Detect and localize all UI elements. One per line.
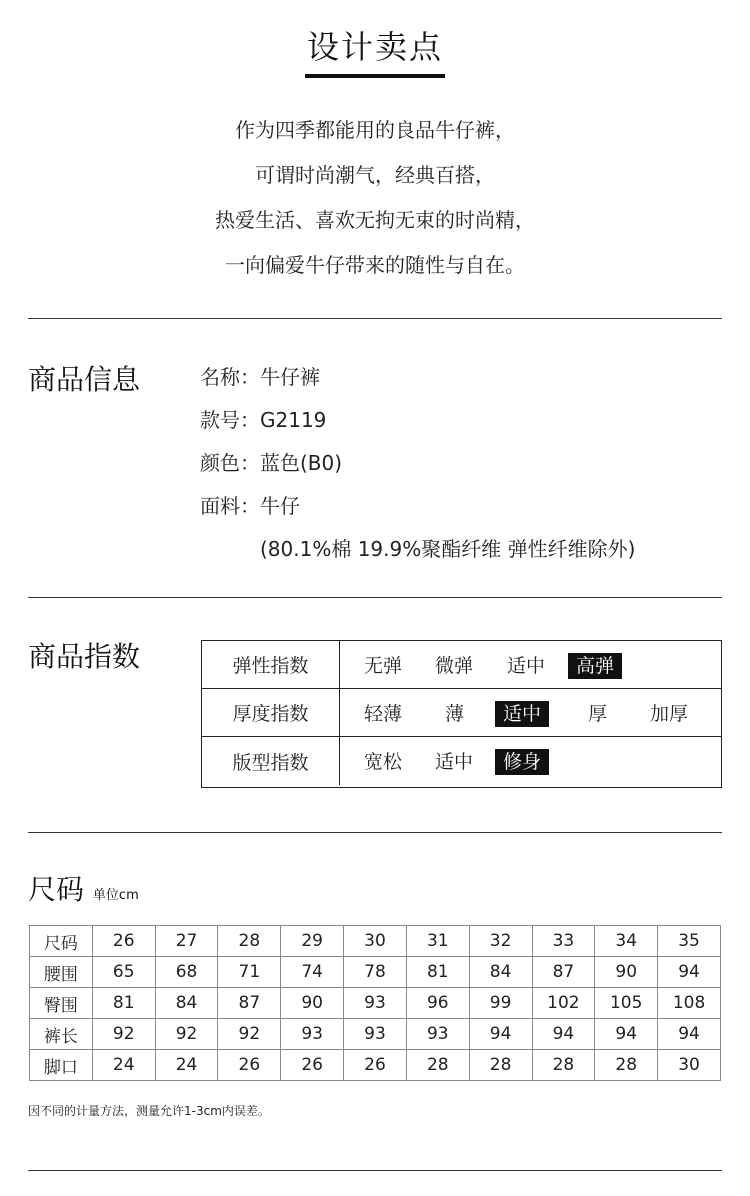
size-section-title (28, 868, 139, 908)
table-cell: 105 (595, 988, 658, 1019)
index-row-fit (202, 737, 721, 785)
table-cell: 94 (658, 1019, 721, 1050)
product-name: 名称：牛仔裤 (200, 365, 320, 389)
index-option: 厚 (588, 703, 608, 725)
table-cell: 24 (92, 1050, 155, 1081)
table-cell: 87 (532, 957, 595, 988)
table-cell: 33 (532, 926, 595, 957)
table-cell: 94 (469, 1019, 532, 1050)
table-row (30, 988, 721, 1019)
table-cell: 27 (155, 926, 218, 957)
divider (28, 597, 722, 598)
table-cell: 78 (344, 957, 407, 988)
design-line: 可谓时尚潮气，经典百搭， (255, 163, 495, 187)
index-option: 适中 (435, 751, 474, 773)
index-option-selected: 适中 (495, 701, 549, 727)
table-cell: 87 (218, 988, 281, 1019)
table-cell: 裤长 (30, 1019, 93, 1050)
index-label: 厚度指数 (202, 689, 340, 736)
design-title: 设计卖点 (306, 28, 443, 66)
index-option: 薄 (445, 703, 465, 725)
title-underline (305, 74, 445, 78)
product-index-title: 商品指数 (28, 640, 141, 673)
table-cell: 93 (344, 988, 407, 1019)
table-cell: 81 (406, 957, 469, 988)
table-cell: 34 (595, 926, 658, 957)
table-cell: 30 (344, 926, 407, 957)
product-style-no: 款号：G2119 (200, 408, 327, 432)
table-cell: 28 (406, 1050, 469, 1081)
table-cell: 26 (344, 1050, 407, 1081)
table-cell: 31 (406, 926, 469, 957)
table-cell: 93 (406, 1019, 469, 1050)
table-cell: 94 (658, 957, 721, 988)
divider (28, 832, 722, 833)
table-cell: 96 (406, 988, 469, 1019)
index-option: 宽松 (364, 751, 403, 773)
product-fabric: 面料：牛仔 (200, 494, 300, 518)
index-option: 微弹 (435, 655, 474, 677)
index-option: 无弹 (364, 655, 403, 677)
table-cell: 脚口 (30, 1050, 93, 1081)
table-cell: 84 (155, 988, 218, 1019)
table-cell: 108 (658, 988, 721, 1019)
product-info-list (200, 362, 635, 577)
design-line: 热爱生活、喜欢无拘无束的时尚精， (215, 208, 535, 232)
divider (28, 318, 722, 319)
product-index-table (201, 640, 722, 788)
table-cell: 腰围 (30, 957, 93, 988)
table-cell: 90 (595, 957, 658, 988)
table-cell: 24 (155, 1050, 218, 1081)
index-option: 适中 (507, 655, 546, 677)
table-cell: 99 (469, 988, 532, 1019)
table-row (30, 1050, 721, 1081)
table-cell: 90 (281, 988, 344, 1019)
table-cell: 26 (92, 926, 155, 957)
table-cell: 臀围 (30, 988, 93, 1019)
table-cell: 74 (281, 957, 344, 988)
table-cell: 93 (344, 1019, 407, 1050)
table-cell: 71 (218, 957, 281, 988)
index-option: 轻薄 (364, 703, 403, 725)
table-cell: 94 (595, 1019, 658, 1050)
table-cell: 92 (92, 1019, 155, 1050)
table-cell: 68 (155, 957, 218, 988)
table-cell: 92 (155, 1019, 218, 1050)
table-cell: 35 (658, 926, 721, 957)
product-info-title: 商品信息 (28, 363, 141, 396)
table-cell: 93 (281, 1019, 344, 1050)
index-option-selected: 高弹 (568, 653, 622, 679)
table-cell: 32 (469, 926, 532, 957)
index-row-elasticity (202, 641, 721, 689)
table-cell: 26 (281, 1050, 344, 1081)
index-option: 加厚 (650, 703, 689, 725)
table-cell: 26 (218, 1050, 281, 1081)
size-unit: 单位cm (92, 888, 139, 903)
design-line: 作为四季都能用的良品牛仔裤， (235, 118, 515, 142)
table-cell: 102 (532, 988, 595, 1019)
table-cell: 92 (218, 1019, 281, 1050)
table-cell: 30 (658, 1050, 721, 1081)
divider (28, 1170, 722, 1171)
design-description (0, 112, 750, 292)
table-cell: 28 (595, 1050, 658, 1081)
index-label: 版型指数 (202, 737, 340, 785)
table-row (30, 926, 721, 957)
product-color: 颜色：蓝色(B0) (200, 451, 343, 475)
table-cell: 28 (218, 926, 281, 957)
table-cell: 81 (92, 988, 155, 1019)
size-table (29, 925, 721, 1081)
size-title: 尺码 (28, 873, 85, 906)
table-cell: 28 (469, 1050, 532, 1081)
table-cell: 65 (92, 957, 155, 988)
table-cell: 尺码 (30, 926, 93, 957)
size-note: 因不同的计量方法，测量允许1-3cm内误差。 (28, 1104, 270, 1118)
table-cell: 94 (532, 1019, 595, 1050)
table-cell: 84 (469, 957, 532, 988)
design-line: 一向偏爱牛仔带来的随性与自在。 (225, 253, 525, 277)
product-fabric-detail: (80.1%棉 19.9%聚酯纤维 弹性纤维除外) (260, 537, 636, 561)
index-row-thickness (202, 689, 721, 737)
table-row (30, 1019, 721, 1050)
table-cell: 28 (532, 1050, 595, 1081)
index-option-selected: 修身 (495, 749, 549, 775)
table-cell: 29 (281, 926, 344, 957)
table-row (30, 957, 721, 988)
index-label: 弹性指数 (202, 641, 340, 688)
